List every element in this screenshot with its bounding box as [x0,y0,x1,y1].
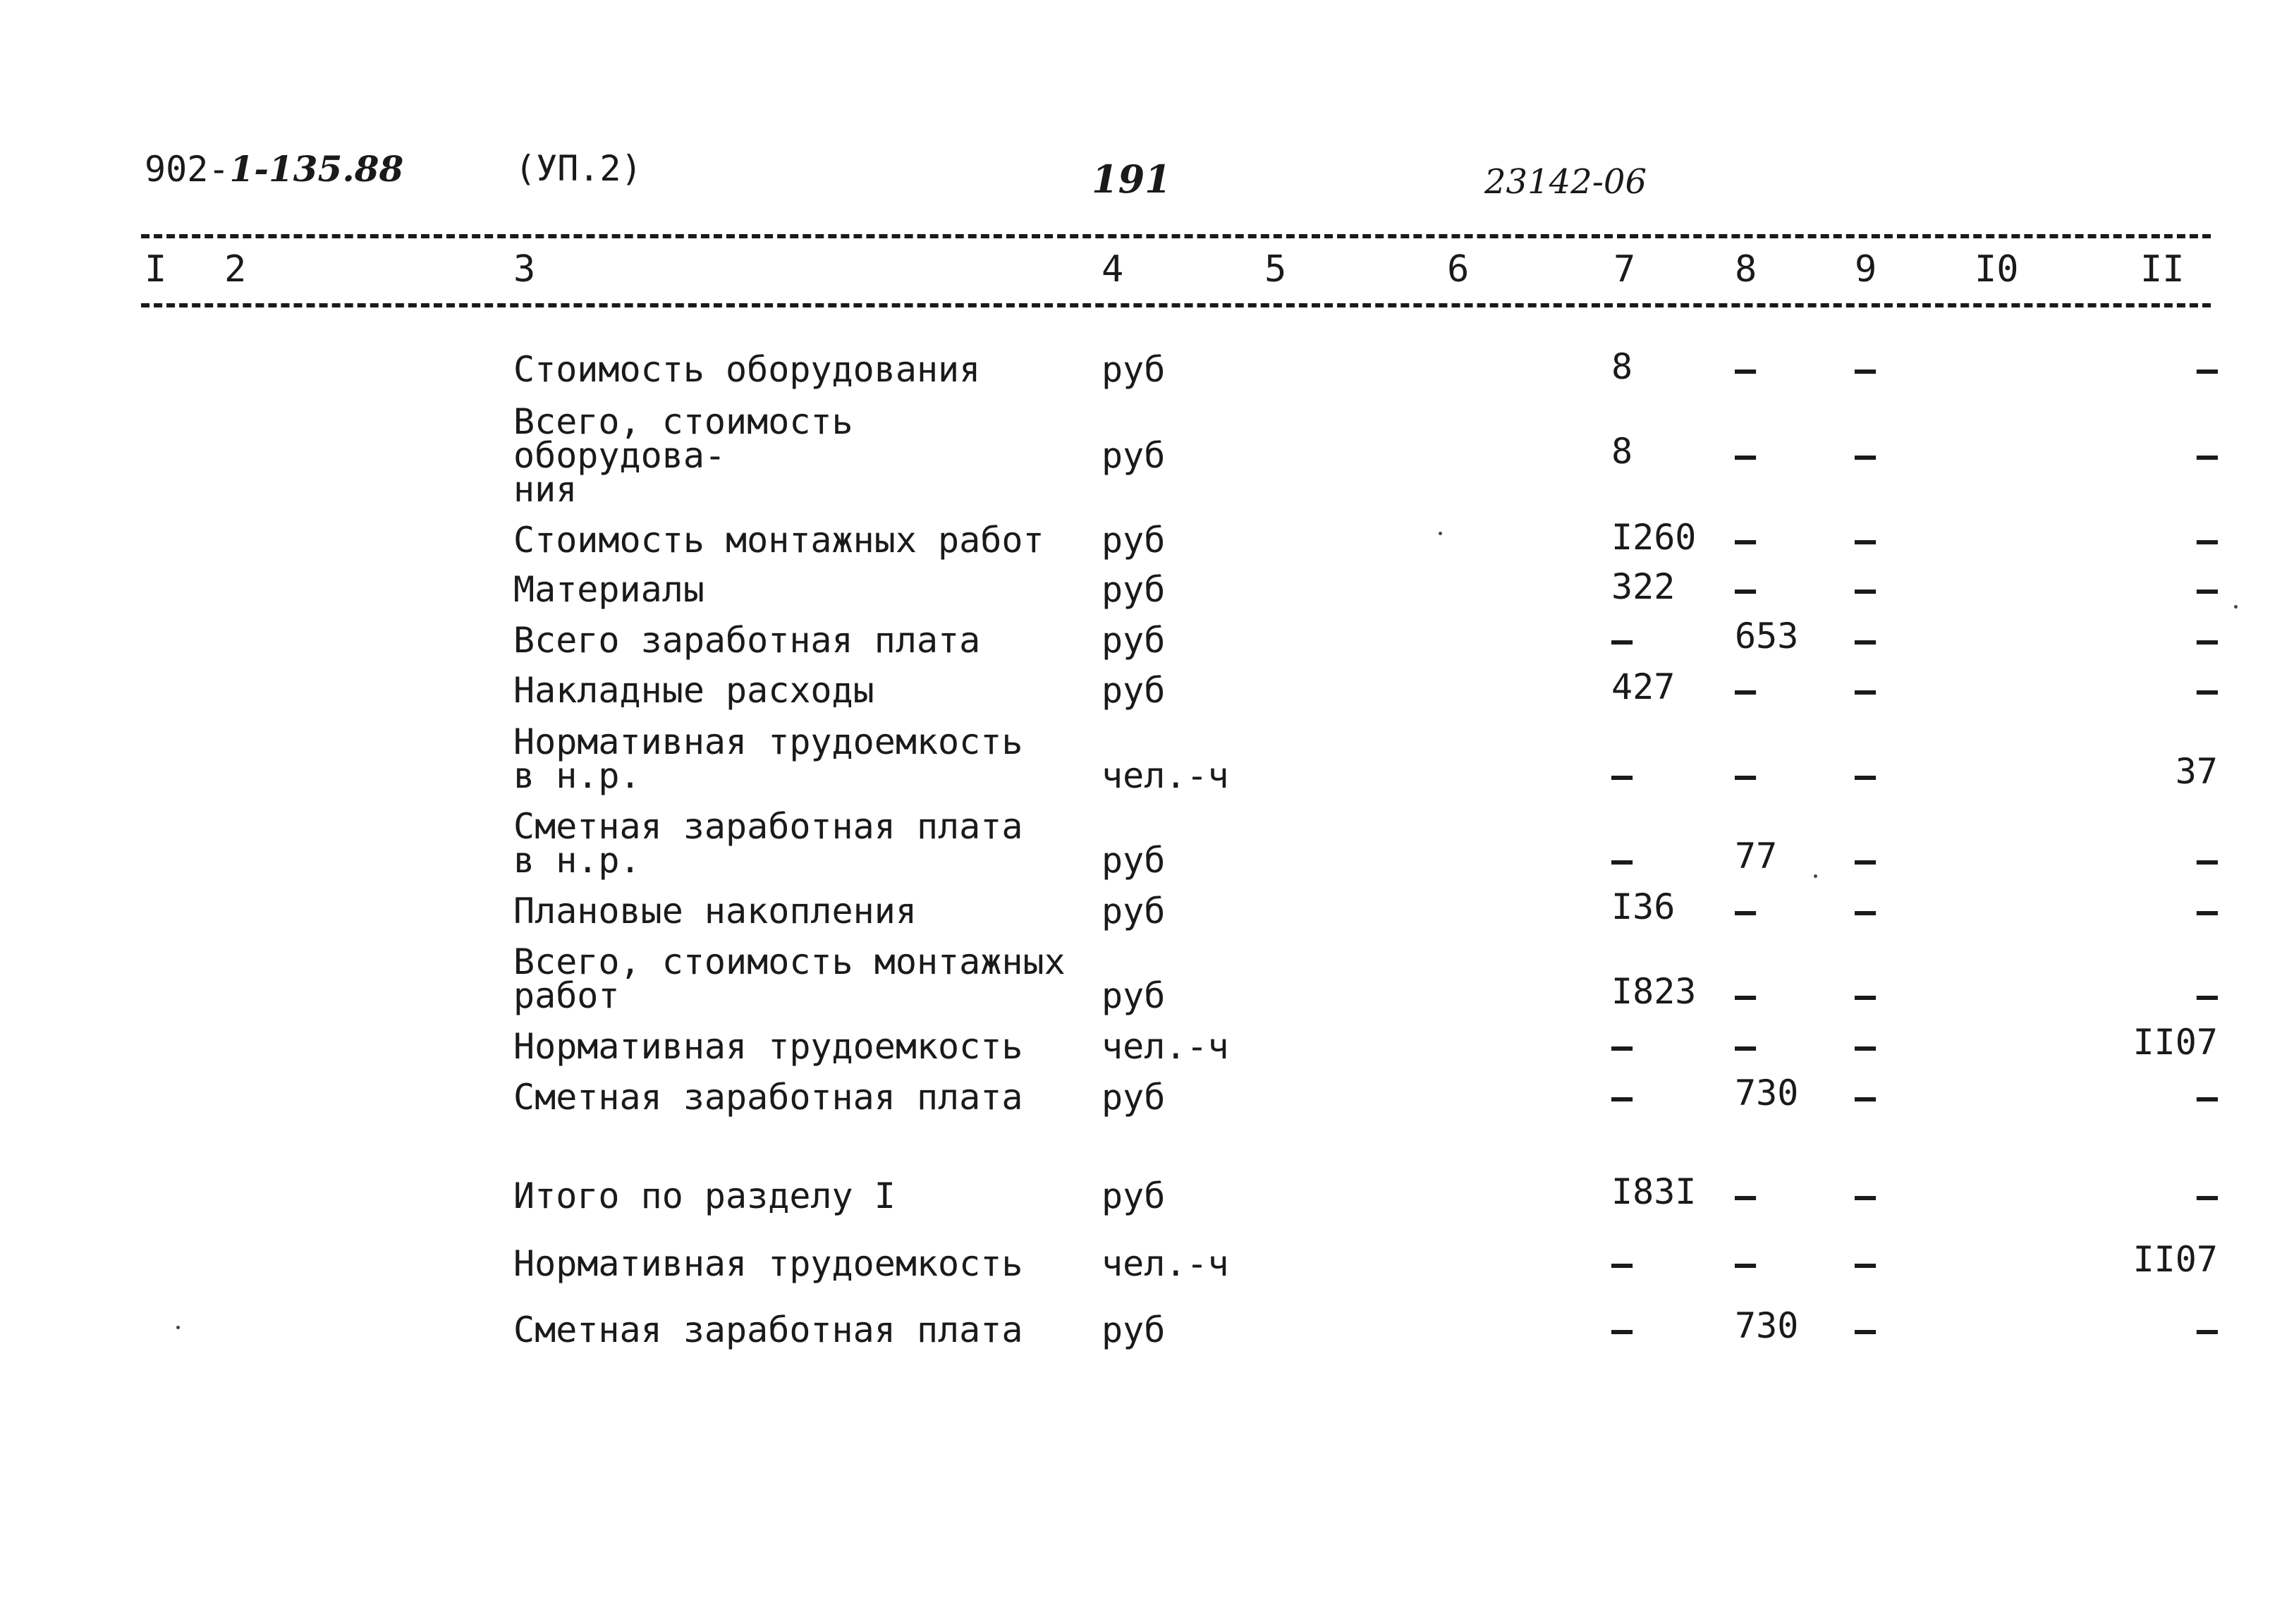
row-unit: руб [1102,569,1166,610]
row-unit: руб [1102,620,1166,661]
row-value-col8: – [1735,1243,1757,1284]
row-value-col11: – [2196,435,2218,476]
row-name: Стоимость оборудования [513,349,981,390]
row-value-col7: 8 [1611,346,1633,387]
row-name: Материалы [513,569,704,610]
row-unit: руб [1102,1176,1166,1216]
document-code-handwritten: 1-135.88 [229,148,404,190]
row-value-col11: – [2196,840,2218,881]
row-value-col7: 322 [1611,566,1676,607]
column-number-11: II [2140,248,2185,291]
row-value-col9: – [1855,975,1877,1016]
row-value-col11: II07 [2132,1022,2218,1063]
row-value-col8: – [1735,1176,1757,1216]
row-name: Всего, стоимость оборудова- ния [513,401,853,510]
row-value-col11: – [2196,1077,2218,1118]
row-value-col8: – [1735,435,1757,476]
row-value-col11: – [2196,349,2218,390]
row-value-col11: – [2196,1176,2218,1216]
row-value-col11: – [2196,1309,2218,1350]
scan-speck [2234,605,2238,609]
row-value-col8: 653 [1735,616,1799,657]
row-value-col8: – [1735,520,1757,561]
row-value-col7: – [1611,1243,1633,1284]
row-name: Всего, стоимость монтажных работ [513,941,1066,1016]
table-top-rule [141,234,2211,238]
row-value-col9: – [1855,1176,1877,1216]
column-number-8: 8 [1735,248,1757,291]
column-number-7: 7 [1613,248,1636,291]
row-value-col8: – [1735,755,1757,796]
row-value-col7: – [1611,1026,1633,1067]
row-value-col9: – [1855,620,1877,661]
row-unit: руб [1102,520,1166,561]
row-value-col7: I260 [1611,517,1697,558]
row-value-col8: 730 [1735,1073,1799,1113]
row-unit: руб [1102,670,1166,711]
row-value-col9: – [1855,755,1877,796]
row-value-col7: – [1611,1077,1633,1118]
row-name: Нормативная трудоемкость [513,1243,1023,1284]
column-number-6: 6 [1447,248,1470,291]
row-value-col7: I36 [1611,886,1676,927]
scan-speck [1439,532,1442,535]
row-value-col11: – [2196,891,2218,932]
column-number-3: 3 [513,248,536,291]
row-value-col11: – [2196,620,2218,661]
row-value-col11: – [2196,569,2218,610]
row-name: Сметная заработная плата [513,1309,1023,1350]
row-value-col8: 77 [1735,836,1778,877]
row-unit: руб [1102,349,1166,390]
album-label: (УП.2) [515,148,642,189]
row-value-col11: II07 [2132,1239,2218,1280]
row-value-col7: 8 [1611,431,1633,472]
column-number-5: 5 [1264,248,1287,291]
row-name: Всего заработная плата [513,620,981,661]
page-number: 191 [1092,157,1171,202]
row-name: Нормативная трудоемкость [513,1026,1023,1067]
column-number-4: 4 [1102,248,1124,291]
scan-speck [1814,874,1817,878]
row-value-col11: 37 [2175,751,2218,792]
row-value-col8: – [1735,891,1757,932]
column-number-9: 9 [1855,248,1877,291]
document-code-printed: 902- [145,149,230,190]
row-value-col9: – [1855,520,1877,561]
row-value-col11: – [2196,975,2218,1016]
row-unit: руб [1102,840,1166,881]
scan-speck [176,1326,180,1329]
column-number-2: 2 [224,248,247,291]
row-value-col9: – [1855,1309,1877,1350]
document-code [145,148,403,190]
row-unit: руб [1102,435,1166,476]
row-value-col9: – [1855,1243,1877,1284]
row-name: Сметная заработная плата [513,1077,1023,1118]
row-name: Плановые накопления [513,891,917,932]
row-name: Стоимость монтажных работ [513,520,1044,561]
row-value-col7: I823 [1611,971,1697,1012]
row-value-col8: 730 [1735,1305,1799,1346]
row-unit: руб [1102,975,1166,1016]
row-unit: чел.-ч [1102,1026,1229,1067]
row-value-col9: – [1855,435,1877,476]
row-name: Итого по разделу I [513,1176,896,1216]
row-value-col9: – [1855,569,1877,610]
row-value-col11: – [2196,670,2218,711]
row-name: Нормативная трудоемкость в н.р. [513,721,1023,796]
row-unit: руб [1102,891,1166,932]
row-value-col8: – [1735,670,1757,711]
row-value-col8: – [1735,1026,1757,1067]
column-number-1: I [145,248,167,291]
row-value-col9: – [1855,1026,1877,1067]
row-value-col7: 427 [1611,666,1676,707]
row-value-col9: – [1855,840,1877,881]
row-value-col8: – [1735,349,1757,390]
row-value-col8: – [1735,975,1757,1016]
row-unit: чел.-ч [1102,755,1229,796]
inventory-number: 23142-06 [1484,162,1647,202]
row-value-col9: – [1855,349,1877,390]
row-value-col7: I83I [1611,1171,1697,1212]
column-number-10: I0 [1975,248,2019,291]
row-unit: руб [1102,1077,1166,1118]
table-header-rule [141,303,2211,307]
row-value-col7: – [1611,1309,1633,1350]
row-value-col9: – [1855,1077,1877,1118]
row-value-col7: – [1611,840,1633,881]
row-value-col9: – [1855,670,1877,711]
row-value-col7: – [1611,620,1633,661]
row-value-col7: – [1611,755,1633,796]
row-name: Накладные расходы [513,670,874,711]
row-unit: чел.-ч [1102,1243,1229,1284]
row-unit: руб [1102,1309,1166,1350]
row-name: Сметная заработная плата в н.р. [513,806,1023,881]
row-value-col9: – [1855,891,1877,932]
row-value-col11: – [2196,520,2218,561]
row-value-col8: – [1735,569,1757,610]
